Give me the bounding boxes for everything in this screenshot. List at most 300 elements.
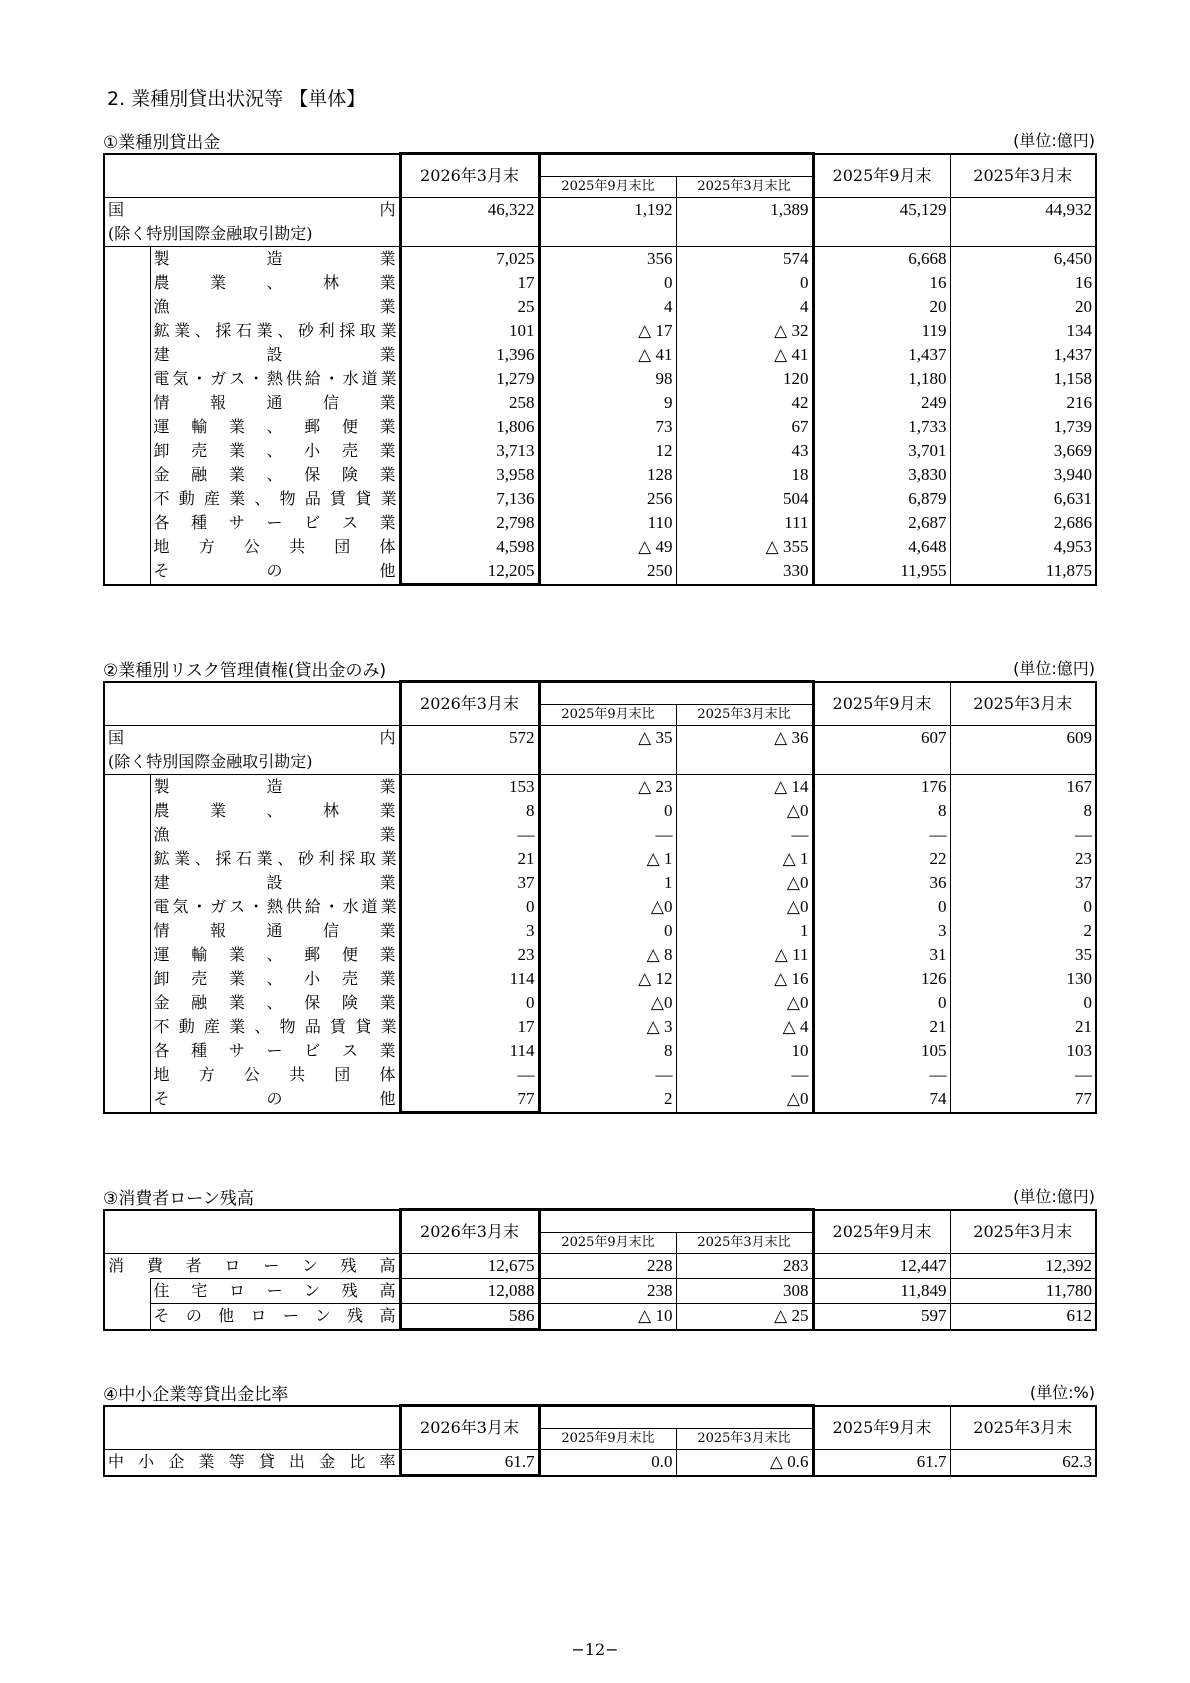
- value-2025-09: 249: [813, 391, 950, 415]
- header-blank: [104, 1210, 400, 1254]
- header-vs-2025-09: 2025年9月末比: [539, 1232, 676, 1254]
- value-2025-09: 3,701: [813, 439, 950, 463]
- value-2025-09: 1,437: [813, 343, 950, 367]
- value-2026-03: 1,806: [400, 415, 539, 439]
- value-2025-03: 1,437: [1053, 345, 1092, 364]
- value-vs-2025-03: △ 36: [676, 726, 813, 775]
- value-vs-2025-09: △0: [539, 991, 676, 1015]
- indent-cell: [104, 967, 150, 991]
- value-vs-2025-09: 1: [539, 871, 676, 895]
- table-row: [104, 726, 1096, 751]
- header-vs-2025-03: 2025年3月末比: [676, 1428, 813, 1450]
- value-vs-2025-03: 574: [676, 247, 813, 272]
- value-2025-03: 0: [1083, 897, 1092, 916]
- header-vs-2025-03: 2025年3月末比: [676, 176, 813, 198]
- section1-title: ①業種別貸出金: [103, 133, 221, 153]
- value-2026-03: 21: [400, 847, 539, 871]
- table-row: [104, 1015, 1096, 1039]
- value-2026-03: 0: [400, 991, 539, 1015]
- row-label: 漁業: [150, 823, 400, 847]
- value-2025-09: 45,129: [813, 198, 950, 247]
- value-vs-2025-03: 504: [676, 487, 813, 511]
- indent-cell: [104, 799, 150, 823]
- section3-title: ③消費者ローン残高: [103, 1189, 254, 1209]
- table-row: [104, 247, 1096, 272]
- domestic-label-left: 国: [108, 200, 125, 219]
- value-2026-03: 17: [400, 271, 539, 295]
- value-vs-2025-03: △ 355: [676, 535, 813, 559]
- value-vs-2025-09: 110: [539, 511, 676, 535]
- value-vs-2025-03: △0: [676, 1087, 813, 1113]
- row-label: 製造業: [150, 247, 400, 272]
- header-change-group: [539, 154, 813, 177]
- indent-cell: [104, 535, 150, 559]
- value-2025-09: 11,849: [813, 1279, 950, 1304]
- value-2025-03: 167: [950, 775, 1096, 800]
- row-label: 農業、林業: [150, 799, 400, 823]
- row-label: 農業、林業: [150, 271, 400, 295]
- indent-cell: [104, 439, 150, 463]
- value-vs-2025-09: 250: [539, 559, 676, 585]
- value-vs-2025-09: 128: [539, 463, 676, 487]
- value-vs-2025-03: 67: [676, 415, 813, 439]
- table-row: [104, 1450, 1096, 1476]
- value-2025-09: 0: [813, 991, 950, 1015]
- table-row: [104, 487, 1096, 511]
- value-2025-09: 126: [813, 967, 950, 991]
- indent-cell: [104, 895, 150, 919]
- row-label-domestic-sub: (除く特別国際金融取引勘定): [104, 750, 400, 775]
- value-2026-03: 258: [400, 391, 539, 415]
- value-2026-03: 61.7: [400, 1450, 539, 1476]
- value-2025-03: 130: [1066, 969, 1092, 988]
- value-2025-03: 3,669: [1053, 441, 1092, 460]
- value-vs-2025-09: 238: [539, 1279, 676, 1304]
- row-label: 卸売業、小売業: [150, 439, 400, 463]
- section2-title: ②業種別リスク管理債権(貸出金のみ): [103, 661, 387, 681]
- domestic-label-left: 国: [108, 728, 125, 747]
- value-2025-03: 12,392: [1045, 1256, 1092, 1275]
- value-2025-03: 8: [1083, 801, 1092, 820]
- value-2025-09: 1,733: [813, 415, 950, 439]
- table-row: [104, 343, 1096, 367]
- indent-cell: [104, 391, 150, 415]
- value-2025-09: 176: [813, 775, 950, 800]
- value-vs-2025-03: 0: [676, 271, 813, 295]
- value-vs-2025-09: 356: [539, 247, 676, 272]
- value-vs-2025-09: 1,192: [539, 198, 676, 247]
- value-vs-2025-03: 1,389: [676, 198, 813, 247]
- value-2025-09: 6,668: [813, 247, 950, 272]
- value-2026-03: 153: [400, 775, 539, 800]
- value-2025-09: 6,879: [813, 487, 950, 511]
- value-vs-2025-03: —: [676, 823, 813, 847]
- value-vs-2025-03: —: [676, 1063, 813, 1087]
- value-2025-09: 2,687: [813, 511, 950, 535]
- value-vs-2025-09: —: [539, 823, 676, 847]
- value-2025-09: 31: [813, 943, 950, 967]
- table-row: [104, 271, 1096, 295]
- value-2025-03: 1,739: [1053, 417, 1092, 436]
- indent-cell: [104, 463, 150, 487]
- value-2025-03: 23: [1075, 849, 1092, 868]
- row-label-domestic: [104, 198, 400, 223]
- indent-cell: [104, 775, 150, 800]
- value-vs-2025-09: △ 10: [539, 1304, 676, 1330]
- row-label: 製造業: [150, 775, 400, 800]
- value-2026-03: 114: [400, 1039, 539, 1063]
- value-vs-2025-09: 12: [539, 439, 676, 463]
- indent-cell: [104, 919, 150, 943]
- row-label: 情報通信業: [150, 919, 400, 943]
- value-2025-09: —: [813, 1063, 950, 1087]
- value-vs-2025-03: △0: [676, 799, 813, 823]
- value-vs-2025-03: 43: [676, 439, 813, 463]
- value-vs-2025-03: △ 16: [676, 967, 813, 991]
- row-label: 漁業: [150, 295, 400, 319]
- value-2025-09: 36: [813, 871, 950, 895]
- value-2025-03: 612: [950, 1304, 1096, 1330]
- row-label: 鉱業、採石業、砂利採取業: [150, 319, 400, 343]
- table-row: [104, 967, 1096, 991]
- value-vs-2025-03: △ 11: [676, 943, 813, 967]
- value-vs-2025-09: 0: [539, 799, 676, 823]
- row-label-consumer-total: 消費者ローン残高: [104, 1254, 400, 1279]
- table-row: [104, 895, 1096, 919]
- section1-unit: (単位:億円): [1013, 131, 1095, 150]
- table-row: [104, 847, 1096, 871]
- value-2026-03: 7,025: [400, 247, 539, 272]
- value-vs-2025-03: △0: [676, 895, 813, 919]
- value-2025-09: 1,180: [813, 367, 950, 391]
- value-vs-2025-03: △ 14: [676, 775, 813, 800]
- value-vs-2025-03: △0: [676, 871, 813, 895]
- row-label: 鉱業、採石業、砂利採取業: [150, 847, 400, 871]
- value-2026-03: 12,675: [400, 1254, 539, 1279]
- header-2026-03: 2026年3月末: [400, 1406, 539, 1450]
- indent-cell: [104, 847, 150, 871]
- row-label: 建設業: [150, 343, 400, 367]
- row-label: 建設業: [150, 871, 400, 895]
- value-vs-2025-09: 0.0: [539, 1450, 676, 1476]
- value-vs-2025-03: △ 32: [676, 319, 813, 343]
- value-2025-09: 21: [813, 1015, 950, 1039]
- table-row: [104, 319, 1096, 343]
- header-change-group: [539, 682, 813, 705]
- value-vs-2025-03: 10: [676, 1039, 813, 1063]
- value-vs-2025-09: 0: [539, 271, 676, 295]
- value-2025-09: 119: [813, 319, 950, 343]
- table-row: [104, 991, 1096, 1015]
- table-row: [104, 1087, 1096, 1113]
- value-2026-03: 586: [400, 1304, 539, 1330]
- header-change-group: [539, 1210, 813, 1233]
- row-label-domestic: [104, 726, 400, 751]
- value-2025-09: 105: [813, 1039, 950, 1063]
- value-2025-03: 62.3: [1062, 1452, 1092, 1472]
- value-2025-09: —: [813, 823, 950, 847]
- value-2025-09: 16: [813, 271, 950, 295]
- value-2025-03: 0: [1083, 993, 1092, 1012]
- header-blank: [104, 154, 400, 198]
- value-2025-09: 20: [813, 295, 950, 319]
- table-row: [104, 391, 1096, 415]
- value-2025-03: 2,686: [1053, 513, 1092, 532]
- row-label: 不動産業、物品賃貸業: [150, 1015, 400, 1039]
- table-row: [104, 1304, 1096, 1330]
- value-vs-2025-03: △ 25: [676, 1304, 813, 1330]
- header-vs-2025-03: 2025年3月末比: [676, 1232, 813, 1254]
- table-row: [104, 415, 1096, 439]
- header-blank: [104, 682, 400, 726]
- indent-cell: [104, 247, 150, 272]
- value-vs-2025-09: 256: [539, 487, 676, 511]
- row-label: 金融業、保険業: [150, 991, 400, 1015]
- value-vs-2025-09: △0: [539, 895, 676, 919]
- value-vs-2025-03: 42: [676, 391, 813, 415]
- header-2026-03: 2026年3月末: [400, 682, 539, 726]
- value-vs-2025-09: 8: [539, 1039, 676, 1063]
- value-vs-2025-09: △ 17: [539, 319, 676, 343]
- row-label: 卸売業、小売業: [150, 967, 400, 991]
- value-2025-03: —: [1075, 1065, 1092, 1084]
- value-vs-2025-03: △ 41: [676, 343, 813, 367]
- table-row: [104, 1063, 1096, 1087]
- section4-title: ④中小企業等貸出金比率: [103, 1385, 289, 1405]
- indent-cell: [104, 1063, 150, 1087]
- row-label: 電気・ガス・熱供給・水道業: [150, 367, 400, 391]
- value-2025-09: 61.7: [813, 1450, 950, 1476]
- header-2025-09: 2025年9月末: [813, 682, 950, 726]
- page-title: 2. 業種別貸出状況等 【単体】: [107, 88, 366, 110]
- header-2025-09: 2025年9月末: [813, 1406, 950, 1450]
- value-2025-03: 11,875: [1045, 561, 1092, 581]
- value-2026-03: 3,713: [400, 439, 539, 463]
- header-2025-03: 2025年3月末: [950, 154, 1096, 198]
- table-row: [104, 439, 1096, 463]
- value-2026-03: —: [400, 823, 539, 847]
- value-vs-2025-09: —: [539, 1063, 676, 1087]
- value-vs-2025-03: 111: [676, 511, 813, 535]
- value-vs-2025-03: △ 4: [676, 1015, 813, 1039]
- indent-cell: [104, 487, 150, 511]
- value-2025-03: 6,450: [950, 247, 1096, 272]
- value-vs-2025-09: △ 41: [539, 343, 676, 367]
- value-vs-2025-09: 73: [539, 415, 676, 439]
- value-vs-2025-09: △ 23: [539, 775, 676, 800]
- row-label: 地方公共団体: [150, 1063, 400, 1087]
- value-2025-03: 16: [1075, 273, 1092, 292]
- row-label: 情報通信業: [150, 391, 400, 415]
- table-row: [104, 511, 1096, 535]
- value-2025-03: —: [1075, 825, 1092, 844]
- value-vs-2025-03: 308: [676, 1279, 813, 1304]
- value-vs-2025-03: △ 1: [676, 847, 813, 871]
- table-row: [104, 823, 1096, 847]
- value-2025-03: 216: [1066, 393, 1092, 412]
- table-row: [104, 198, 1096, 223]
- row-label-sme-ratio: 中小企業等貸出金比率: [104, 1450, 400, 1476]
- value-vs-2025-09: 98: [539, 367, 676, 391]
- value-vs-2025-03: 4: [676, 295, 813, 319]
- table-row: [104, 1279, 1096, 1304]
- row-label: 各種サービス業: [150, 1039, 400, 1063]
- value-2026-03: 114: [400, 967, 539, 991]
- value-2025-03: 20: [1075, 297, 1092, 316]
- header-blank: [104, 1406, 400, 1450]
- row-label: その他ローン残高: [150, 1304, 400, 1330]
- value-vs-2025-09: 228: [539, 1254, 676, 1279]
- value-2025-03: 11,780: [950, 1279, 1096, 1304]
- table-row: [104, 535, 1096, 559]
- value-2026-03: 37: [400, 871, 539, 895]
- indent-cell: [104, 367, 150, 391]
- value-2025-03: 37: [1075, 873, 1092, 892]
- value-2025-03: 609: [1066, 728, 1092, 747]
- indent-cell: [104, 511, 150, 535]
- indent-cell: [104, 871, 150, 895]
- page-number: −12−: [571, 1640, 619, 1659]
- value-2025-09: 4,648: [813, 535, 950, 559]
- header-2025-09: 2025年9月末: [813, 1210, 950, 1254]
- value-vs-2025-09: 9: [539, 391, 676, 415]
- header-vs-2025-09: 2025年9月末比: [539, 1428, 676, 1450]
- table-row: [104, 943, 1096, 967]
- header-vs-2025-09: 2025年9月末比: [539, 704, 676, 726]
- value-2025-03: 6,631: [1053, 489, 1092, 508]
- table-row: [104, 463, 1096, 487]
- value-2026-03: 77: [400, 1087, 539, 1113]
- row-label: 金融業、保険業: [150, 463, 400, 487]
- value-vs-2025-09: △ 12: [539, 967, 676, 991]
- section3-table: [103, 1208, 1095, 1331]
- header-2025-03: 2025年3月末: [950, 1210, 1096, 1254]
- value-2026-03: 1,279: [400, 367, 539, 391]
- table-row: [104, 295, 1096, 319]
- indent-cell: [104, 1279, 150, 1304]
- value-2026-03: 2,798: [400, 511, 539, 535]
- value-vs-2025-03: △ 0.6: [676, 1450, 813, 1476]
- value-2026-03: 8: [400, 799, 539, 823]
- value-2026-03: 0: [400, 895, 539, 919]
- domestic-label-right: 内: [379, 728, 396, 747]
- header-2026-03: 2026年3月末: [400, 154, 539, 198]
- row-label: その他: [150, 1087, 400, 1113]
- indent-cell: [104, 319, 150, 343]
- value-vs-2025-03: 120: [676, 367, 813, 391]
- value-vs-2025-03: 330: [676, 559, 813, 585]
- indent-cell: [104, 343, 150, 367]
- header-2025-03: 2025年3月末: [950, 682, 1096, 726]
- row-label: 運輸業、郵便業: [150, 415, 400, 439]
- value-2026-03: 23: [400, 943, 539, 967]
- row-label: 住宅ローン残高: [150, 1279, 400, 1304]
- value-2025-09: 12,447: [813, 1254, 950, 1279]
- row-label: 電気・ガス・熱供給・水道業: [150, 895, 400, 919]
- value-2025-03: 44,932: [1045, 200, 1092, 219]
- value-2025-09: 74: [813, 1087, 950, 1113]
- value-vs-2025-03: 18: [676, 463, 813, 487]
- indent-cell: [104, 1015, 150, 1039]
- indent-cell: [104, 415, 150, 439]
- value-vs-2025-03: △0: [676, 991, 813, 1015]
- value-2025-09: 0: [813, 895, 950, 919]
- value-2025-03: 1,158: [1053, 369, 1092, 388]
- table-row: [104, 367, 1096, 391]
- header-vs-2025-03: 2025年3月末比: [676, 704, 813, 726]
- table-row: [104, 871, 1096, 895]
- row-label: 地方公共団体: [150, 535, 400, 559]
- value-2025-09: 8: [813, 799, 950, 823]
- indent-cell: [104, 559, 150, 585]
- value-vs-2025-09: △ 49: [539, 535, 676, 559]
- value-vs-2025-09: 4: [539, 295, 676, 319]
- value-2025-03: 21: [1075, 1017, 1092, 1036]
- value-2026-03: 12,088: [400, 1279, 539, 1304]
- row-label: その他: [150, 559, 400, 585]
- value-2025-03: 77: [1075, 1089, 1092, 1109]
- value-vs-2025-09: △ 1: [539, 847, 676, 871]
- table-row: [104, 799, 1096, 823]
- value-vs-2025-09: 2: [539, 1087, 676, 1113]
- value-2026-03: 25: [400, 295, 539, 319]
- value-2025-09: 11,955: [813, 559, 950, 585]
- indent-cell: [104, 271, 150, 295]
- section2-unit: (単位:億円): [1013, 659, 1095, 678]
- section1-table: [103, 152, 1095, 586]
- row-label-domestic-sub: (除く特別国際金融取引勘定): [104, 222, 400, 247]
- header-2025-03: 2025年3月末: [950, 1406, 1096, 1450]
- value-2026-03: 4,598: [400, 535, 539, 559]
- value-vs-2025-09: △ 8: [539, 943, 676, 967]
- value-vs-2025-09: △ 35: [539, 726, 676, 775]
- value-2026-03: 3: [400, 919, 539, 943]
- indent-cell: [104, 1304, 150, 1330]
- value-vs-2025-03: 1: [676, 919, 813, 943]
- indent-cell: [104, 295, 150, 319]
- value-vs-2025-03: 283: [676, 1254, 813, 1279]
- indent-cell: [104, 823, 150, 847]
- value-2025-03: 103: [1066, 1041, 1092, 1060]
- value-2026-03: 7,136: [400, 487, 539, 511]
- row-label: 不動産業、物品賃貸業: [150, 487, 400, 511]
- value-2026-03: —: [400, 1063, 539, 1087]
- indent-cell: [104, 991, 150, 1015]
- domestic-label-right: 内: [379, 200, 396, 219]
- table-row: [104, 919, 1096, 943]
- value-2025-09: 597: [813, 1304, 950, 1330]
- table-row: [104, 1039, 1096, 1063]
- value-2025-03: 134: [1066, 321, 1092, 340]
- value-2025-09: 22: [813, 847, 950, 871]
- section4-table: [103, 1404, 1095, 1477]
- table-row: [104, 1254, 1096, 1279]
- value-2025-03: 2: [1083, 921, 1092, 940]
- value-2026-03: 1,396: [400, 343, 539, 367]
- value-2026-03: 12,205: [400, 559, 539, 585]
- value-2026-03: 17: [400, 1015, 539, 1039]
- value-2026-03: 101: [400, 319, 539, 343]
- value-2026-03: 46,322: [400, 198, 539, 247]
- indent-cell: [104, 1087, 150, 1113]
- value-2025-03: 3,940: [1053, 465, 1092, 484]
- indent-cell: [104, 943, 150, 967]
- value-2026-03: 3,958: [400, 463, 539, 487]
- row-label: 運輸業、郵便業: [150, 943, 400, 967]
- value-2025-09: 607: [813, 726, 950, 775]
- header-2026-03: 2026年3月末: [400, 1210, 539, 1254]
- indent-cell: [104, 1039, 150, 1063]
